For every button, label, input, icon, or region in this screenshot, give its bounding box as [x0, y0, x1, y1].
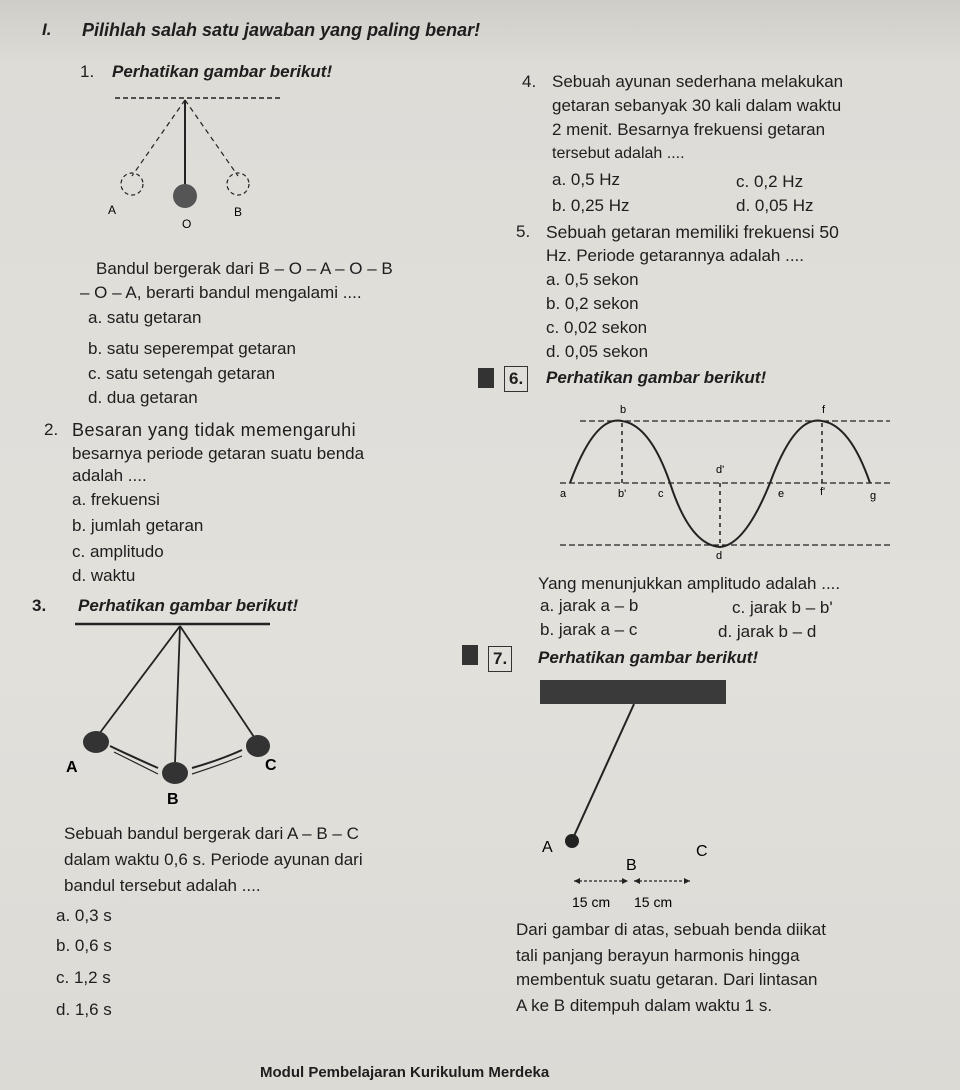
q3-prompt: Perhatikan gambar berikut!	[78, 596, 299, 615]
q5-option-c[interactable]: c. 0,02 sekon	[546, 318, 648, 337]
section-number: I.	[42, 20, 52, 39]
q6-label-d: d	[716, 550, 723, 562]
q4-line-3: 2 menit. Besarnya frekuensi getaran	[552, 120, 826, 139]
q6-question: Yang menunjukkan amplitudo adalah ....	[538, 574, 841, 593]
q6-number: 6.	[504, 366, 536, 392]
q7-distance-2: 15 cm	[634, 894, 673, 910]
q6-option-c[interactable]: c. jarak b – b'	[732, 598, 833, 617]
q3-label-c: C	[265, 757, 277, 774]
q7-line-3: membentuk suatu getaran. Dari lintasan	[516, 970, 818, 989]
q1-number: 1.	[80, 62, 95, 81]
q1-label-b: B	[234, 205, 243, 219]
q6-label-c: c	[658, 488, 664, 500]
q3-option-b[interactable]: b. 0,6 s	[56, 936, 112, 955]
q6-prompt: Perhatikan gambar berikut!	[546, 368, 767, 387]
q2-option-d[interactable]: d. waktu	[72, 566, 136, 585]
q2-option-a[interactable]: a. frekuensi	[72, 490, 160, 509]
q4-line-2: getaran sebanyak 30 kali dalam waktu	[552, 96, 842, 115]
q1-label-a: A	[108, 203, 117, 217]
q5-option-b[interactable]: b. 0,2 sekon	[546, 294, 639, 313]
q6-label-f: f	[822, 404, 826, 416]
section-instruction: Pilihlah salah satu jawaban yang paling benar!	[82, 20, 481, 40]
q6-label-g: g	[870, 490, 877, 502]
q2-line-2: besarnya periode getaran suatu benda	[72, 444, 365, 463]
q2-number: 2.	[44, 420, 59, 439]
q7-number: 7.	[488, 646, 520, 672]
q4-line-1: Sebuah ayunan sederhana melakukan	[552, 72, 844, 91]
q3-option-c[interactable]: c. 1,2 s	[56, 968, 111, 987]
q5-option-d[interactable]: d. 0,05 sekon	[546, 342, 649, 361]
q1-option-a[interactable]: a. satu getaran	[88, 308, 202, 327]
q7-label-a: A	[542, 839, 553, 856]
q3-line-3: bandul tersebut adalah ....	[64, 876, 261, 895]
q1-text-2: – O – A, berarti bandul mengalami ....	[80, 283, 362, 302]
q1-pendulum-figure	[90, 88, 290, 238]
q4-line-4: tersebut adalah ....	[552, 145, 685, 162]
q3-pendulum-figure	[60, 618, 280, 818]
q5-line-2: Hz. Periode getarannya adalah ....	[546, 246, 804, 265]
q1-option-d[interactable]: d. dua getaran	[88, 388, 198, 407]
q3-line-2: dalam waktu 0,6 s. Periode ayunan dari	[64, 850, 363, 869]
q6-label-e: e	[778, 488, 785, 500]
q3-option-d[interactable]: d. 1,6 s	[56, 1000, 112, 1019]
footer-title: Modul Pembelajaran Kurikulum Merdeka	[260, 1064, 550, 1081]
q2-option-b[interactable]: b. jumlah getaran	[72, 516, 204, 535]
q2-line-3: adalah ....	[72, 466, 147, 485]
q6-label-f2: f'	[820, 486, 826, 498]
q7-pendulum-figure	[530, 676, 750, 916]
q2-line-1: Besaran yang tidak memengaruhi	[72, 420, 357, 440]
q7-prompt: Perhatikan gambar berikut!	[538, 648, 759, 667]
q7-soal-tag	[462, 645, 478, 665]
q1-option-c[interactable]: c. satu setengah getaran	[88, 364, 276, 383]
q1-option-b[interactable]: b. satu seperempat getaran	[88, 339, 296, 358]
q4-number: 4.	[522, 72, 537, 91]
q3-option-a[interactable]: a. 0,3 s	[56, 906, 112, 925]
q6-label-b: b	[620, 404, 627, 416]
q7-line-1: Dari gambar di atas, sebuah benda diikat	[516, 920, 826, 939]
q5-number: 5.	[516, 222, 531, 241]
q5-line-1: Sebuah getaran memiliki frekuensi 50	[546, 222, 839, 242]
q4-option-c[interactable]: c. 0,2 Hz	[736, 172, 804, 191]
q7-distance-1: 15 cm	[572, 894, 611, 910]
q3-label-b: B	[167, 791, 179, 808]
q5-option-a[interactable]: a. 0,5 sekon	[546, 270, 639, 289]
q6-label-a: a	[560, 488, 567, 500]
q4-option-d[interactable]: d. 0,05 Hz	[736, 196, 814, 215]
q4-option-a[interactable]: a. 0,5 Hz	[552, 170, 621, 189]
q6-soal-tag	[478, 368, 494, 388]
q2-option-c[interactable]: c. amplitudo	[72, 542, 164, 561]
q3-line-1: Sebuah bandul bergerak dari A – B – C	[64, 824, 359, 843]
q7-line-4: A ke B ditempuh dalam waktu 1 s.	[516, 996, 773, 1015]
q1-label-o: O	[182, 217, 192, 231]
q4-option-b[interactable]: b. 0,25 Hz	[552, 196, 630, 215]
q3-label-a: A	[66, 759, 78, 776]
q1-text-1: Bandul bergerak dari B – O – A – O – B	[96, 259, 393, 278]
q6-label-b2: b'	[618, 488, 627, 500]
q6-label-d2: d'	[716, 464, 725, 476]
q6-option-b[interactable]: b. jarak a – c	[540, 620, 638, 639]
q7-label-b: B	[626, 857, 637, 874]
q6-option-a[interactable]: a. jarak a – b	[540, 596, 639, 615]
q7-label-c: C	[696, 843, 708, 860]
q6-wave-figure	[540, 395, 900, 565]
q6-option-d[interactable]: d. jarak b – d	[718, 622, 817, 641]
q3-number: 3.	[32, 596, 47, 615]
q7-line-2: tali panjang berayun harmonis hingga	[516, 946, 800, 965]
q1-prompt: Perhatikan gambar berikut!	[112, 62, 333, 81]
